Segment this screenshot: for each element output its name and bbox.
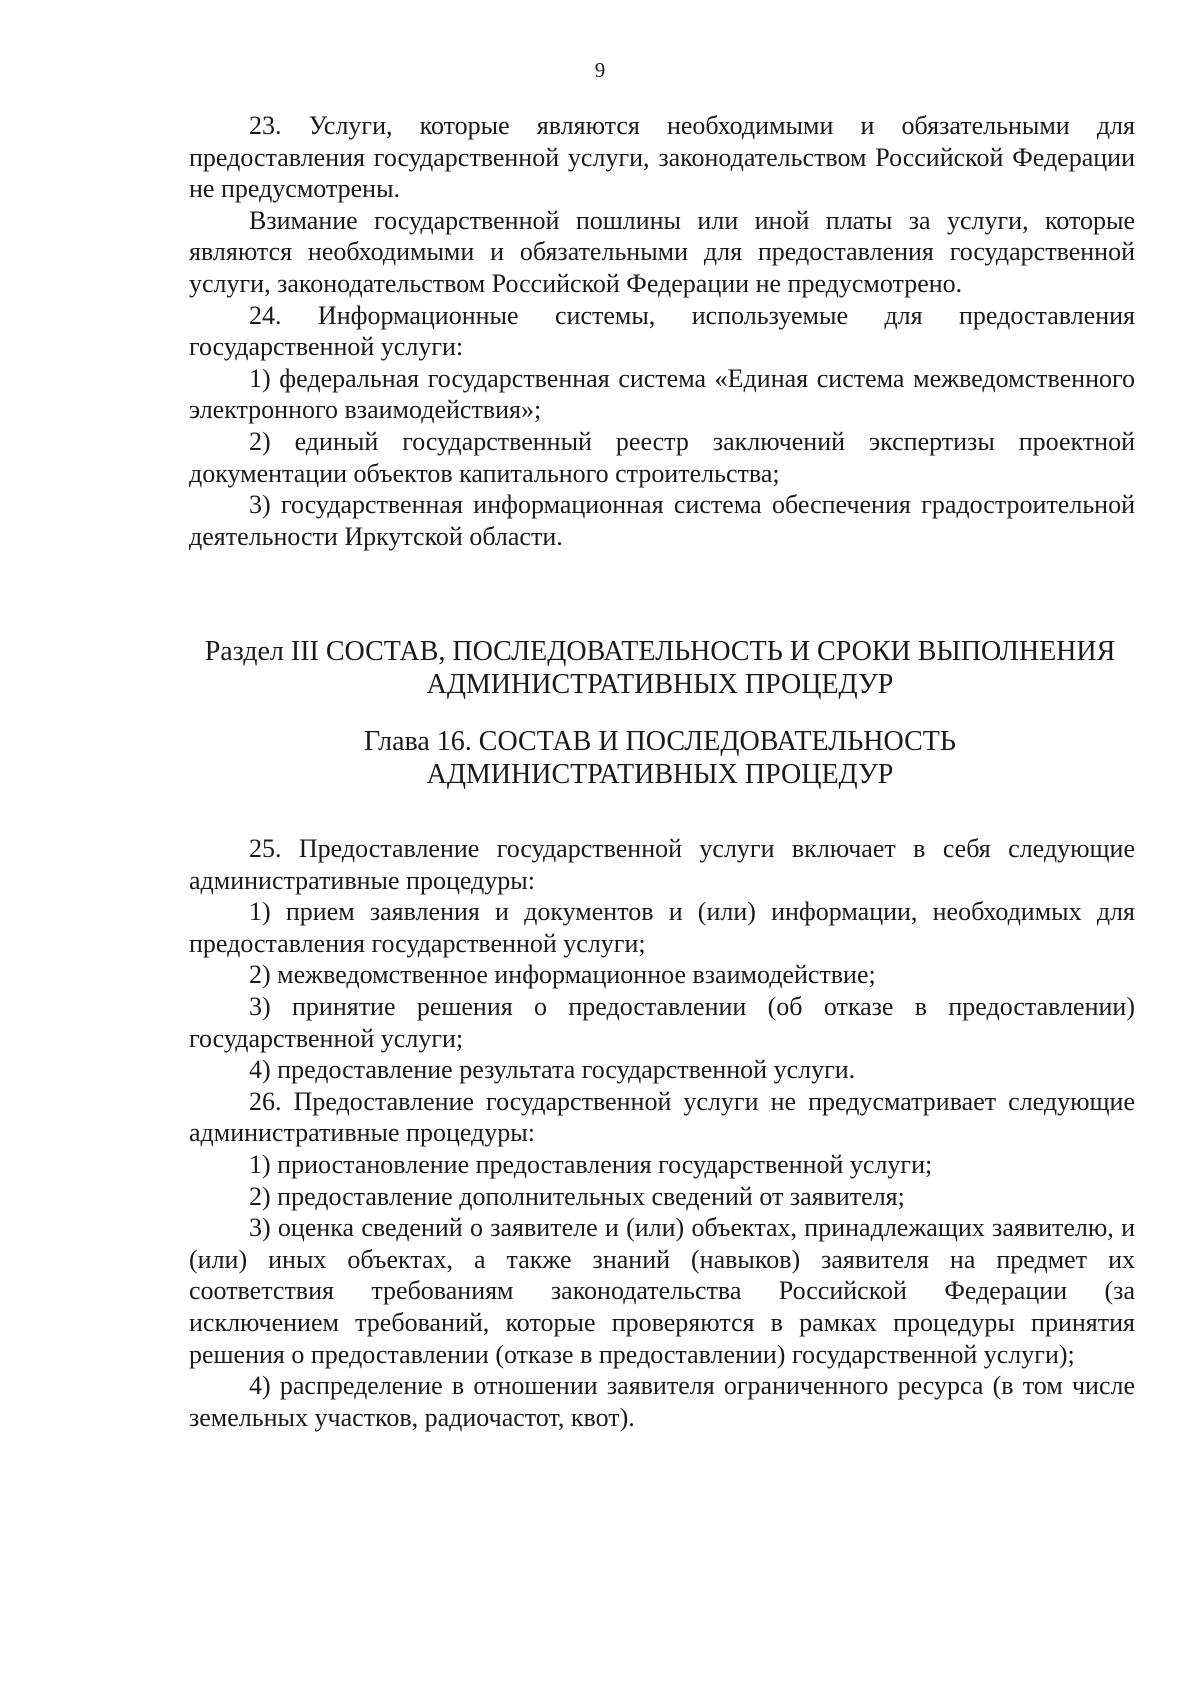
section-heading-line-1: Раздел III СОСТАВ, ПОСЛЕДОВАТЕЛЬНОСТЬ И СРОКИ ВЫПОЛНЕНИЯ [204,636,1116,667]
list-item-26-4: 4) распределение в отношении заявителя ограниченного ресурса (в том числе земельных участков, радиочастот, квот). [189,1371,1135,1432]
list-item-25-3: 3) принятие решения о предоставлении (об отказе в предоставлении) государственной услуги; [189,991,1135,1053]
list-item-24-3: 3) государственная информационная система обеспечения градостроительной деятельности Иркутской области. [189,490,1135,551]
chapter-heading [160,725,1160,791]
list-item-26-3: 3) оценка сведений о заявителе и (или) объектах, принадлежащих заявителю, и (или) иных объектах, а также знаний (навыков) заявителя на предмет их соответствия требованиям законодательства Российской Федерации (за исключением требований, которые проверяются в рамках процедуры принятия решения о предоставлении (отказе в предоставлении) государственной услуги); [189,1213,1135,1369]
paragraph-24: 24. Информационные системы, используемые для предоставления государственной услуги: [189,300,1135,362]
paragraph-25: 25. Предоставление государственной услуги включает в себя следующие административные процедуры: [189,834,1135,895]
list-item-25-4: 4) предоставление результата государственной услуги. [249,1055,856,1085]
paragraph-fee: Взимание государственной пошлины или иной платы за услуги, которые являются необходимыми и обязательными для предоставления государственной услуги, законодательством Российской Федерации не предусмотрено. [189,205,1135,298]
body-text-block-2 [189,833,1135,1433]
list-item-26-1: 1) приостановление предоставления государственной услуги; [249,1149,933,1179]
paragraph-23: 23. Услуги, которые являются необходимыми и обязательными для предоставления государственной услуги, законодательством Российской Федерации не предусмотрены. [189,111,1135,204]
section-heading [160,635,1160,701]
page-number: 9 [594,58,606,82]
list-item-24-1: 1) федеральная государственная система «Единая система межведомственного электронного взаимодействия»; [189,363,1135,425]
chapter-heading-line-2: АДМИНИСТРАТИВНЫХ ПРОЦЕДУР [426,759,894,790]
list-item-24-2: 2) единый государственный реестр заключений экспертизы проектной документации объектов капитального строительства; [189,426,1135,488]
list-item-25-2: 2) межведомственное информационное взаимодействие; [249,960,876,990]
section-heading-line-2: АДМИНИСТРАТИВНЫХ ПРОЦЕДУР [426,669,894,700]
list-item-25-1: 1) прием заявления и документов и (или) информации, необходимых для предоставления государственной услуги; [189,897,1135,958]
list-item-26-2: 2) предоставление дополнительных сведений от заявителя; [249,1181,905,1211]
body-text-block-1 [189,110,1135,552]
paragraph-26: 26. Предоставление государственной услуги не предусматривает следующие административные процедуры: [189,1086,1135,1148]
chapter-heading-line-1: Глава 16. СОСТАВ И ПОСЛЕДОВАТЕЛЬНОСТЬ [364,726,956,757]
